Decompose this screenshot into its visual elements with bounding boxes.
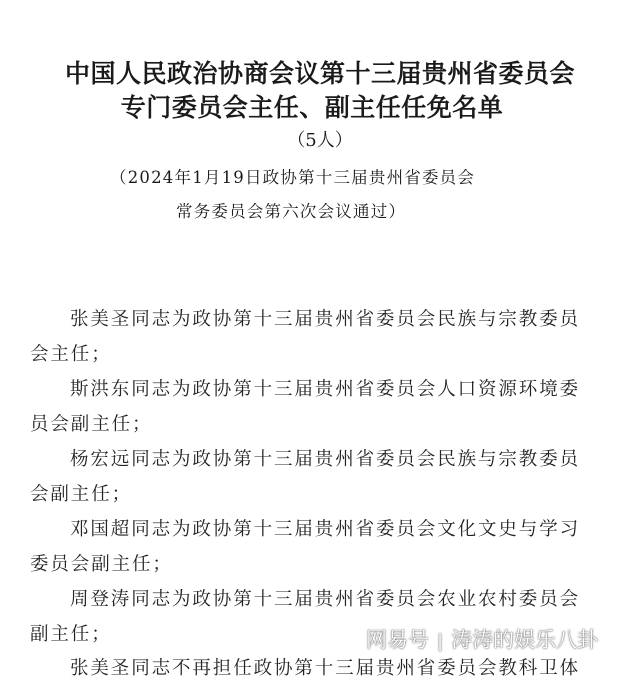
subtitle-line-1: （2024年1月19日政协第十三届贵州省委员会 xyxy=(110,168,476,187)
list-item-line: 斯洪东同志为政协第十三届贵州省委员会人口资源环境委 xyxy=(70,379,581,400)
list-item-line: 委员会副主任； xyxy=(30,554,173,575)
list-item-line: 员会副主任； xyxy=(30,414,153,435)
list-item-line: 张美圣同志为政协第十三届贵州省委员会民族与宗教委员 xyxy=(70,309,581,330)
list-item-line: 邓国超同志为政协第十三届贵州省委员会文化文史与学习 xyxy=(70,519,581,540)
watermark-separator: | xyxy=(437,631,444,652)
person-count: （5人） xyxy=(287,130,353,151)
list-item-line: 张美圣同志不再担任政协第十三届贵州省委员会教科卫体 xyxy=(70,658,581,679)
title-line-1: 中国人民政治协商会议第十三届贵州省委员会 xyxy=(64,61,575,88)
watermark-account: 涛涛的娱乐八卦 xyxy=(451,628,599,652)
list-item-line: 杨宏远同志为政协第十三届贵州省委员会民族与宗教委员 xyxy=(70,449,581,470)
list-item-line: 周登涛同志为政协第十三届贵州省委员会农业农村委员会 xyxy=(70,589,581,610)
list-item-line: 会副主任； xyxy=(30,484,133,505)
list-item-line: 副主任； xyxy=(30,624,112,645)
title-line-2: 专门委员会主任、副主任任免名单 xyxy=(120,95,504,122)
subtitle-line-2: 常务委员会第六次会议通过） xyxy=(176,202,407,221)
watermark-platform: 网易号 xyxy=(366,628,429,652)
list-item-line: 会主任； xyxy=(30,344,112,365)
watermark xyxy=(366,624,598,654)
